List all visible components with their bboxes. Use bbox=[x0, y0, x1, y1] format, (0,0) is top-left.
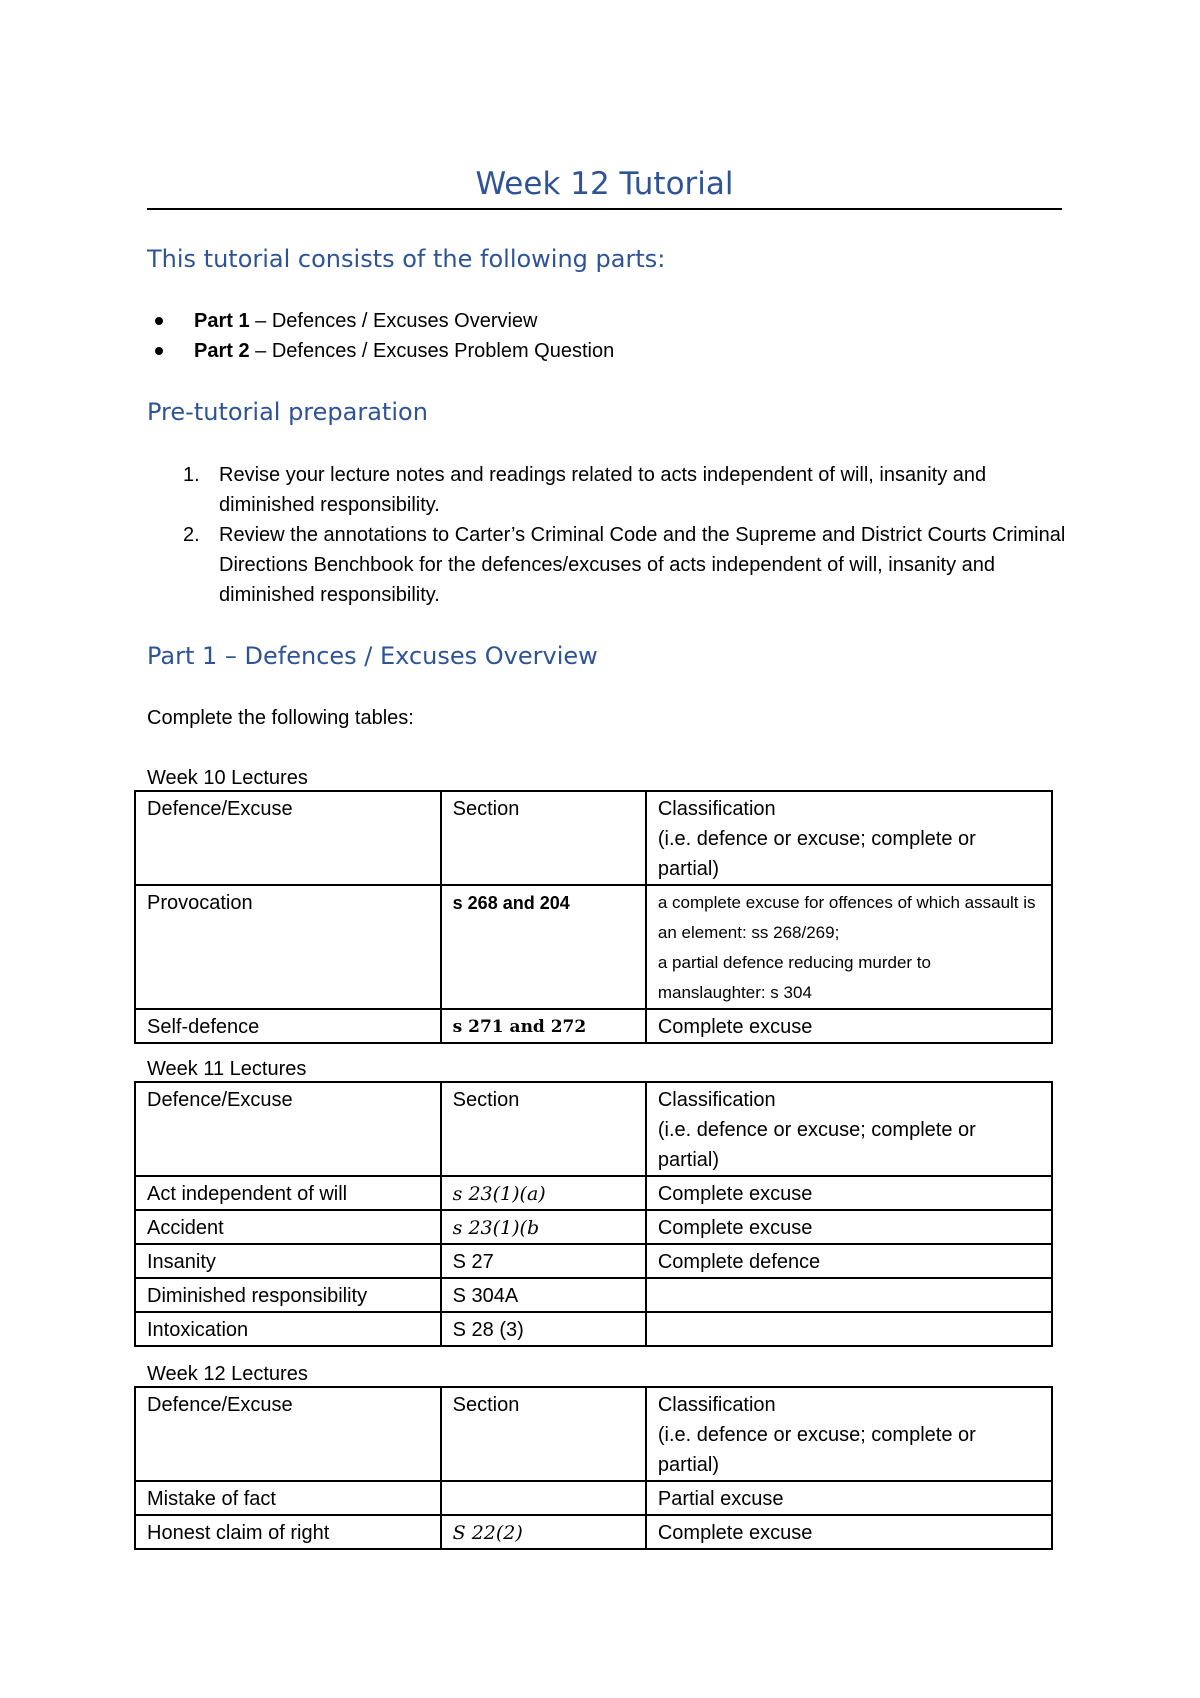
item-number: 2. bbox=[183, 524, 200, 546]
defence-cell: Insanity bbox=[135, 1244, 441, 1278]
table-row bbox=[135, 1176, 1052, 1210]
defence-cell: Provocation bbox=[135, 885, 441, 1009]
table-row bbox=[135, 1312, 1052, 1346]
list-item bbox=[147, 306, 614, 336]
list-item bbox=[147, 460, 1067, 520]
table-header-row bbox=[135, 1082, 1052, 1176]
classification-line: a complete excuse for offences of which assault is an element: ss 268/269; bbox=[657, 893, 1036, 942]
defence-cell: Intoxication bbox=[135, 1312, 441, 1346]
header-line: (i.e. defence or excuse; complete or partial) bbox=[657, 1119, 976, 1171]
header-line: Classification bbox=[657, 1394, 776, 1416]
classification-cell bbox=[646, 1312, 1052, 1346]
week11-table bbox=[134, 1081, 1053, 1347]
section-cell: S 22(2) bbox=[441, 1515, 646, 1549]
classification-cell: Complete excuse bbox=[646, 1210, 1052, 1244]
table-row bbox=[135, 1278, 1052, 1312]
part-label: Part 1 bbox=[194, 310, 250, 332]
table-row bbox=[135, 1515, 1052, 1549]
item-number: 1. bbox=[183, 464, 200, 486]
header-cell: Defence/Excuse bbox=[135, 791, 441, 885]
classification-cell: Partial excuse bbox=[646, 1481, 1052, 1515]
classification-cell bbox=[646, 1278, 1052, 1312]
table-row bbox=[135, 1009, 1052, 1043]
table-row bbox=[135, 885, 1052, 1009]
section-cell: s 23(1)(b bbox=[441, 1210, 646, 1244]
section-cell: S 304A bbox=[441, 1278, 646, 1312]
header-cell: Section bbox=[441, 791, 646, 885]
defence-cell: Mistake of fact bbox=[135, 1481, 441, 1515]
table-row bbox=[135, 1481, 1052, 1515]
section-cell: S 27 bbox=[441, 1244, 646, 1278]
section-cell: s 268 and 204 bbox=[441, 885, 646, 1009]
classification-cell: Complete excuse bbox=[646, 1009, 1052, 1043]
section-cell: s 23(1)(a) bbox=[441, 1176, 646, 1210]
page-title: Week 12 Tutorial bbox=[475, 166, 734, 202]
header-cell: Section bbox=[441, 1082, 646, 1176]
week10-table bbox=[134, 790, 1053, 1044]
prep-heading: Pre-tutorial preparation bbox=[147, 398, 428, 426]
header-line: (i.e. defence or excuse; complete or partial) bbox=[657, 828, 976, 880]
section-cell: S 28 (3) bbox=[441, 1312, 646, 1346]
part-text: – Defences / Excuses Problem Question bbox=[249, 340, 615, 362]
prep-list bbox=[147, 460, 1067, 610]
table-header-row bbox=[135, 791, 1052, 885]
part-label: Part 2 bbox=[194, 340, 250, 362]
classification-cell: Complete excuse bbox=[646, 1515, 1052, 1549]
header-cell: Section bbox=[441, 1387, 646, 1481]
defence-cell: Accident bbox=[135, 1210, 441, 1244]
header-line: Classification bbox=[657, 798, 776, 820]
header-cell: Defence/Excuse bbox=[135, 1387, 441, 1481]
intro-heading: This tutorial consists of the following parts: bbox=[147, 245, 666, 273]
header-line: Classification bbox=[657, 1089, 776, 1111]
header-cell: Defence/Excuse bbox=[135, 1082, 441, 1176]
bullet-icon bbox=[155, 347, 163, 355]
item-text: Review the annotations to Carter’s Criminal Code and the Supreme and District Courts Criminal Directions Benchbook for the defences/excuses of acts independent of will, insanity and diminished responsibility. bbox=[219, 524, 1066, 606]
defence-cell: Honest claim of right bbox=[135, 1515, 441, 1549]
week12-caption: Week 12 Lectures bbox=[147, 1363, 308, 1385]
item-text: Revise your lecture notes and readings related to acts independent of will, insanity and diminished responsibility. bbox=[219, 464, 987, 516]
section-cell bbox=[441, 1481, 646, 1515]
list-item bbox=[147, 336, 614, 366]
classification-cell: Complete excuse bbox=[646, 1176, 1052, 1210]
instruction-text: Complete the following tables: bbox=[147, 707, 414, 729]
header-cell bbox=[646, 1387, 1052, 1481]
week11-caption: Week 11 Lectures bbox=[147, 1058, 307, 1080]
defence-cell: Diminished responsibility bbox=[135, 1278, 441, 1312]
bullet-icon bbox=[155, 317, 163, 325]
classification-cell bbox=[646, 885, 1052, 1009]
header-line: (i.e. defence or excuse; complete or partial) bbox=[657, 1424, 976, 1476]
classification-cell: Complete defence bbox=[646, 1244, 1052, 1278]
part1-heading: Part 1 – Defences / Excuses Overview bbox=[147, 642, 598, 670]
header-cell bbox=[646, 791, 1052, 885]
section-cell: s 271 and 272 bbox=[441, 1009, 646, 1043]
week10-caption: Week 10 Lectures bbox=[147, 767, 308, 789]
defence-cell: Self-defence bbox=[135, 1009, 441, 1043]
parts-list bbox=[147, 306, 614, 366]
part-text: – Defences / Excuses Overview bbox=[249, 310, 538, 332]
header-cell bbox=[646, 1082, 1052, 1176]
table-header-row bbox=[135, 1387, 1052, 1481]
list-item bbox=[147, 520, 1067, 610]
table-row bbox=[135, 1210, 1052, 1244]
table-row bbox=[135, 1244, 1052, 1278]
title-underline bbox=[147, 208, 1062, 210]
week12-table bbox=[134, 1386, 1053, 1550]
classification-line: a partial defence reducing murder to manslaughter: s 304 bbox=[657, 953, 931, 1002]
defence-cell: Act independent of will bbox=[135, 1176, 441, 1210]
